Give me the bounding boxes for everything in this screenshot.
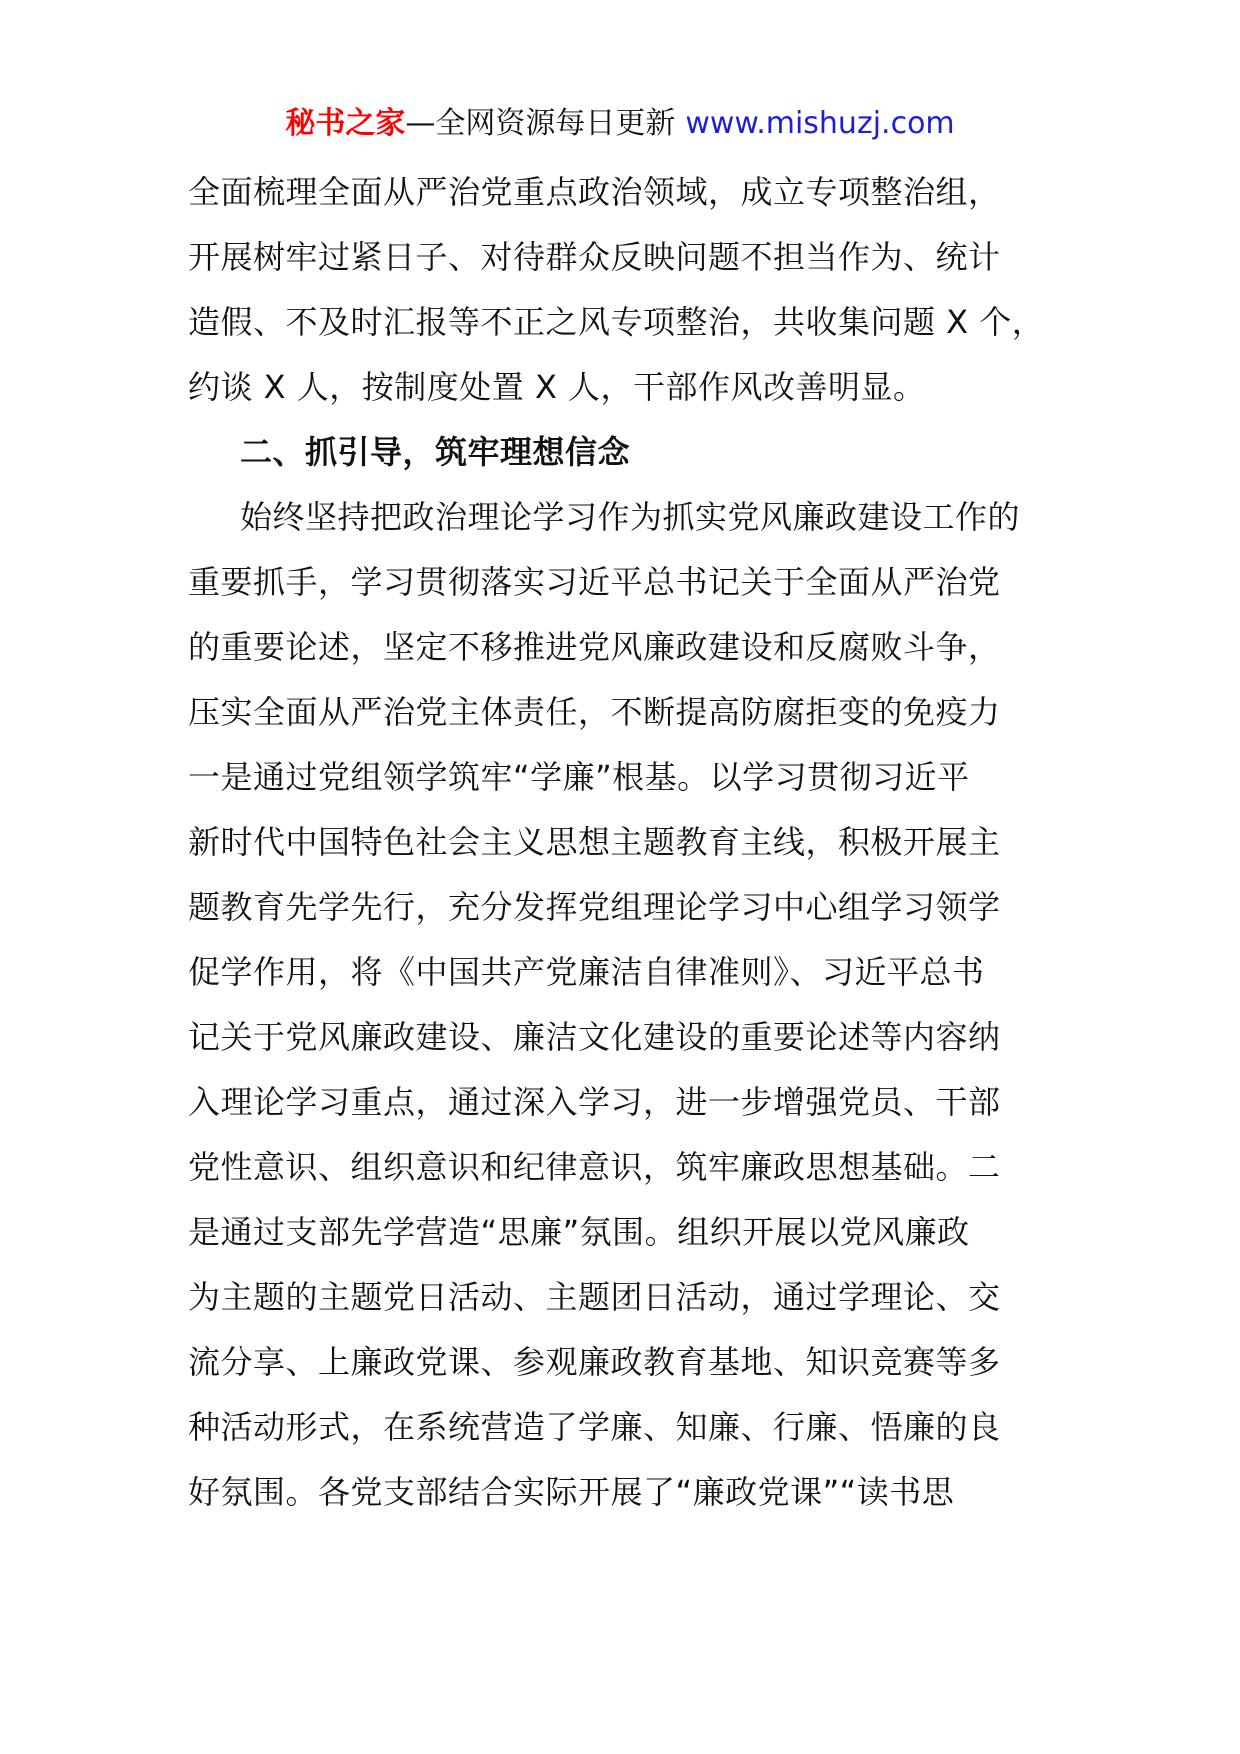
text-line: 记关于党风廉政建设、廉洁文化建设的重要论述等内容纳 xyxy=(188,1018,1001,1056)
text-line: 党性意识、组织意识和纪律意识，筑牢廉政思想基础。二 xyxy=(188,1148,1001,1186)
site-banner xyxy=(0,100,1240,148)
section-heading: 二、抓引导，筑牢理想信念 xyxy=(240,433,631,471)
text-line: 压实全面从严治党主体责任，不断提高防腐拒变的免疫力 xyxy=(188,693,1001,731)
text-line: 开展树牢过紧日子、对待群众反映问题不担当作为、统计 xyxy=(188,238,1001,276)
text-line: 促学作用，将《中国共产党廉洁自律准则》、习近平总书 xyxy=(188,953,985,991)
text-line: 种活动形式，在系统营造了学廉、知廉、行廉、悟廉的良 xyxy=(188,1408,1001,1446)
text-line: 约谈 X 人，按制度处置 X 人，干部作风改善明显。 xyxy=(188,368,926,406)
text-line: 好氛围。各党支部结合实际开展了“廉政党课”“读书思 xyxy=(188,1473,955,1511)
text-line: 全面梳理全面从严治党重点政治领域，成立专项整治组， xyxy=(188,173,1001,211)
text-line: 造假、不及时汇报等不正之风专项整治，共收集问题 X 个， xyxy=(188,303,1045,341)
text-line: 新时代中国特色社会主义思想主题教育主线，积极开展主 xyxy=(188,823,1001,861)
text-line: 流分享、上廉政党课、参观廉政教育基地、知识竞赛等多 xyxy=(188,1343,1001,1381)
banner-tagline: —全网资源每日更新 xyxy=(405,106,676,141)
text-line: 始终坚持把政治理论学习作为抓实党风廉政建设工作的 xyxy=(240,498,1021,536)
text-line: 为主题的主题党日活动、主题团日活动，通过学理论、交 xyxy=(188,1278,1001,1316)
text-line: 一是通过党组领学筑牢“学廉”根基。以学习贯彻习近平 xyxy=(188,758,970,796)
brand-name: 秘书之家 xyxy=(285,106,406,141)
document-body xyxy=(188,160,1068,1525)
text-line: 的重要论述，坚定不移推进党风廉政建设和反腐败斗争， xyxy=(188,628,1001,666)
text-line: 入理论学习重点，通过深入学习，进一步增强党员、干部 xyxy=(188,1083,1001,1121)
site-url-link[interactable]: www.mishuzj.com xyxy=(685,106,955,141)
text-line: 题教育先学先行，充分发挥党组理论学习中心组学习领学 xyxy=(188,888,1001,926)
text-line: 是通过支部先学营造“思廉”氛围。组织开展以党风廉政 xyxy=(188,1213,970,1251)
text-line: 重要抓手，学习贯彻落实习近平总书记关于全面从严治党 xyxy=(188,563,1001,601)
